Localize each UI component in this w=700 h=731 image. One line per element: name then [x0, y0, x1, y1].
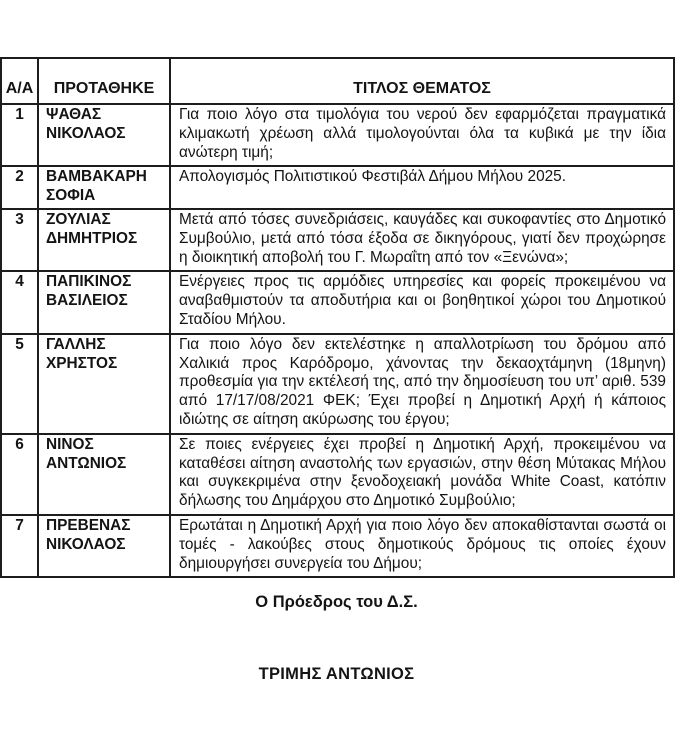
- topic-cell: Ενέργειες προς τις αρμόδιες υπηρεσίες και φορείς προκειμένου να αναβαθμιστούν τα αποδυτήρια και οι βοηθητικοί χώροι του Δημοτικού Σταδίου Μήλου.: [170, 271, 674, 333]
- signature-role: Ο Πρόεδρος του Δ.Σ.: [255, 593, 418, 611]
- row-number-cell: 4: [1, 271, 38, 333]
- row-number-cell: 6: [1, 434, 38, 515]
- table-row: [1, 104, 674, 166]
- proposer-cell: ΒΑΜΒΑΚΑΡΗ ΣΟΦΙΑ: [38, 166, 170, 209]
- proposer-cell: ΠΑΠΙΚΙΝΟΣ ΒΑΣΙΛΕΙΟΣ: [38, 271, 170, 333]
- row-number-cell: 7: [1, 515, 38, 577]
- topic-cell: Απολογισμός Πολιτιστικού Φεστιβάλ Δήμου Μήλου 2025.: [170, 166, 674, 209]
- proposer-cell: ΖΟΥΛΙΑΣ ΔΗΜΗΤΡΙΟΣ: [38, 209, 170, 271]
- topic-cell: Μετά από τόσες συνεδριάσεις, καυγάδες και συκοφαντίες στο Δημοτικό Συμβούλιο, μετά από τόσα έξοδα σε δικηγόρους, γιατί δεν προχώρησε η διοικητική αποβολή του Γ. Μωραΐτη από τον «Ξενώνα»;: [170, 209, 674, 271]
- header-proposer: ΠΡΟΤΑΘΗΚΕ: [38, 58, 170, 104]
- proposer-cell: ΨΑΘΑΣ ΝΙΚΟΛΑΟΣ: [38, 104, 170, 166]
- row-number-cell: 5: [1, 334, 38, 434]
- table-header-row: [1, 58, 674, 104]
- row-number-cell: 3: [1, 209, 38, 271]
- table-row: [1, 515, 674, 577]
- table-row: [1, 209, 674, 271]
- topics-table: [0, 57, 675, 578]
- proposer-cell: ΠΡΕΒΕΝΑΣ ΝΙΚΟΛΑΟΣ: [38, 515, 170, 577]
- proposer-cell: ΓΑΛΛΗΣ ΧΡΗΣΤΟΣ: [38, 334, 170, 434]
- table-row: [1, 434, 674, 515]
- table-row: [1, 271, 674, 333]
- topic-cell: Για ποιο λόγο δεν εκτελέστηκε η απαλλοτρίωση του δρόμου από Χαλικιά προς Καρόδρομο, χάνοντας την δεκαοχτάμηνη (18μηνη) προθεσμία για την εκτέλεσή της, από την δημοσίευση του υπ’ αριθ. 539 από 17/17/08/2021 ΦΕΚ; Έχει προβεί η Δημοτική Αρχή ή κάποιος ιδιώτης σε αίτηση ακύρωσης του έργου;: [170, 334, 674, 434]
- table-row: [1, 166, 674, 209]
- row-number-cell: 1: [1, 104, 38, 166]
- topic-cell: Για ποιο λόγο στα τιμολόγια του νερού δεν εφαρμόζεται πραγματικά κλιμακωτή χρέωση αλλά τιμολογούνται όλα τα κυβικά με την ίδια ανώτερη τιμή;: [170, 104, 674, 166]
- proposer-cell: ΝΙΝΟΣ ΑΝΤΩΝΙΟΣ: [38, 434, 170, 515]
- topic-cell: Ερωτάται η Δημοτική Αρχή για ποιο λόγο δεν αποκαθίστανται σωστά οι τομές - λακούβες στους δημοτικούς δρόμους τις οποίες έχουν δημιουργήσει συνεργεία του Δήμου;: [170, 515, 674, 577]
- signature-block: [0, 593, 673, 684]
- header-topic-title: ΤΙΤΛΟΣ ΘΕΜΑΤΟΣ: [170, 58, 674, 104]
- signature-name: ΤΡΙΜΗΣ ΑΝΤΩΝΙΟΣ: [258, 665, 415, 683]
- table-body: [1, 104, 674, 577]
- row-number-cell: 2: [1, 166, 38, 209]
- table-row: [1, 334, 674, 434]
- topic-cell: Σε ποιες ενέργειες έχει προβεί η Δημοτική Αρχή, προκειμένου να καταθέσει αίτηση αναστολής των εργασιών, στην θέση Μύτακας Μήλου και συγκεκριμένα στην ξενοδοχειακή μονάδα White Coast, κατόπιν δήλωσης του Δημάρχου στο Δημοτικό Συμβούλιο;: [170, 434, 674, 515]
- header-aa: Α/Α: [1, 58, 38, 104]
